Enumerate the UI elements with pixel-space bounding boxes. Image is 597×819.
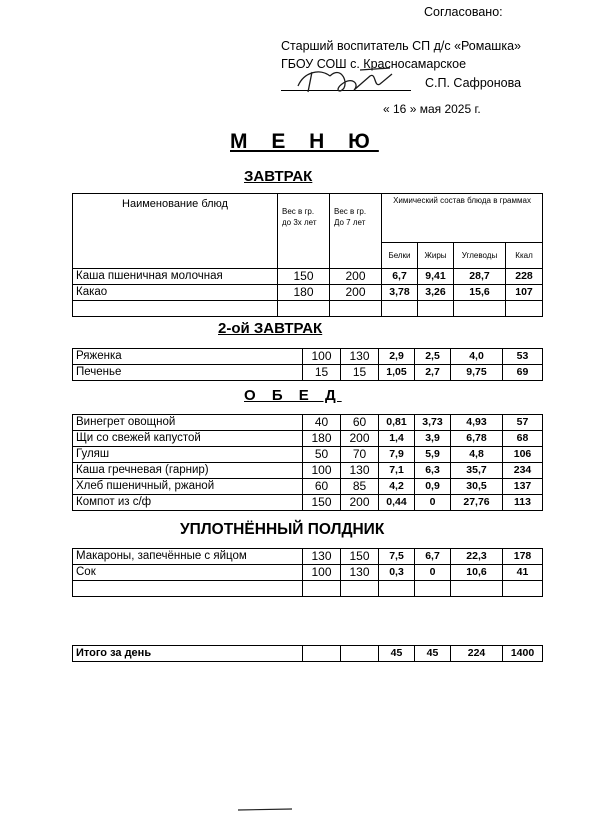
section-title-breakfast: ЗАВТРАК [244,168,313,185]
dish-name: Макароны, запечённые с яйцом [73,549,303,565]
header-protein: Белки [382,242,418,268]
protein: 0,81 [379,415,415,431]
fat: 6,7 [415,549,451,565]
section-title-breakfast2: 2-ой ЗАВТРАК [218,320,323,337]
carbs: 4,93 [451,415,503,431]
kcal: 234 [503,463,543,479]
fat: 3,9 [415,431,451,447]
kcal: 57 [503,415,543,431]
protein: 1,05 [379,365,415,381]
fat: 5,9 [415,447,451,463]
kcal: 113 [503,495,543,511]
dish-name: Компот из с/ф [73,495,303,511]
dish-name: Каша пшеничная молочная [73,269,278,285]
header-carbs: Углеводы [454,242,506,268]
total-protein: 45 [379,646,415,662]
snack-table [72,548,543,597]
kcal: 107 [506,285,543,301]
header-weight-7: Вес в гр. До 7 лет [330,194,382,269]
protein: 7,5 [379,549,415,565]
table-row-empty [73,301,543,317]
table-row [73,463,543,479]
weight-7: 70 [341,447,379,463]
protein: 1,4 [379,431,415,447]
total-label: Итого за день [73,646,303,662]
table-row [73,269,543,285]
carbs: 4,0 [451,349,503,365]
header-name: Наименование блюд [73,194,278,269]
weight-3: 60 [303,479,341,495]
breakfast-table [72,193,543,317]
dish-name: Какао [73,285,278,301]
table-row [73,549,543,565]
fat: 2,5 [415,349,451,365]
approval-position: Старший воспитатель СП д/с «Ромашка» [281,39,521,53]
weight-3: 180 [278,285,330,301]
header-fat: Жиры [418,242,454,268]
protein: 3,78 [382,285,418,301]
weight-7: 200 [330,285,382,301]
kcal: 106 [503,447,543,463]
protein: 6,7 [382,269,418,285]
carbs: 6,78 [451,431,503,447]
kcal: 68 [503,431,543,447]
fat: 2,7 [415,365,451,381]
protein: 2,9 [379,349,415,365]
protein: 7,9 [379,447,415,463]
signature [290,62,400,98]
protein: 7,1 [379,463,415,479]
protein: 0,44 [379,495,415,511]
breakfast2-table [72,348,543,381]
approval-signer: С.П. Сафронова [425,76,522,90]
kcal: 137 [503,479,543,495]
menu-title: М Е Н Ю [230,130,379,153]
kcal: 178 [503,549,543,565]
section-title-lunch: О Б Е Д [244,387,342,404]
carbs: 28,7 [454,269,506,285]
weight-3: 40 [303,415,341,431]
header-weight-3: Вес в гр. до 3х лет [278,194,330,269]
kcal: 53 [503,349,543,365]
weight-7: 130 [341,565,379,581]
fat: 6,3 [415,463,451,479]
total-fat: 45 [415,646,451,662]
dish-name: Щи со свежей капустой [73,431,303,447]
carbs: 10,6 [451,565,503,581]
lunch-table [72,414,543,511]
table-row [73,349,543,365]
weight-3: 150 [303,495,341,511]
table-row [73,365,543,381]
header-kcal: Ккал [506,242,543,268]
weight-7: 200 [341,431,379,447]
protein: 0,3 [379,565,415,581]
table-row [73,431,543,447]
weight-7: 130 [341,349,379,365]
weight-7: 150 [341,549,379,565]
kcal: 41 [503,565,543,581]
header-chem: Химический состав блюда в граммах [382,194,543,243]
table-row [73,415,543,431]
scan-mark [236,805,296,815]
fat: 3,73 [415,415,451,431]
carbs: 4,8 [451,447,503,463]
carbs: 22,3 [451,549,503,565]
weight-7: 200 [330,269,382,285]
dish-name: Сок [73,565,303,581]
weight-7: 60 [341,415,379,431]
fat: 9,41 [418,269,454,285]
table-row [73,495,543,511]
approval-agreed: Согласовано: [424,5,503,19]
fat: 3,26 [418,285,454,301]
weight-7: 130 [341,463,379,479]
carbs: 15,6 [454,285,506,301]
table-row-empty [73,581,543,597]
table-row [73,285,543,301]
weight-3: 100 [303,463,341,479]
fat: 0 [415,565,451,581]
fat: 0,9 [415,479,451,495]
table-row [73,565,543,581]
dish-name: Печенье [73,365,303,381]
table-row [73,447,543,463]
weight-3: 15 [303,365,341,381]
dish-name: Гуляш [73,447,303,463]
weight-7: 15 [341,365,379,381]
dish-name: Каша гречневая (гарнир) [73,463,303,479]
carbs: 27,76 [451,495,503,511]
carbs: 35,7 [451,463,503,479]
total-row [73,646,543,662]
carbs: 30,5 [451,479,503,495]
kcal: 228 [506,269,543,285]
weight-7: 85 [341,479,379,495]
weight-3: 50 [303,447,341,463]
approval-organization: ГБОУ СОШ с. Красносамарское [281,57,467,71]
weight-7: 200 [341,495,379,511]
weight-3: 100 [303,349,341,365]
carbs: 9,75 [451,365,503,381]
total-carbs: 224 [451,646,503,662]
section-title-snack: УПЛОТНЁННЫЙ ПОЛДНИК [180,521,385,538]
weight-3: 150 [278,269,330,285]
protein: 4,2 [379,479,415,495]
kcal: 69 [503,365,543,381]
total-kcal: 1400 [503,646,543,662]
weight-3: 130 [303,549,341,565]
approval-date: « 16 » мая 2025 г. [383,102,481,116]
weight-3: 180 [303,431,341,447]
total-table [72,645,543,662]
dish-name: Винегрет овощной [73,415,303,431]
dish-name: Хлеб пшеничный, ржаной [73,479,303,495]
weight-3: 100 [303,565,341,581]
table-row [73,479,543,495]
fat: 0 [415,495,451,511]
dish-name: Ряженка [73,349,303,365]
